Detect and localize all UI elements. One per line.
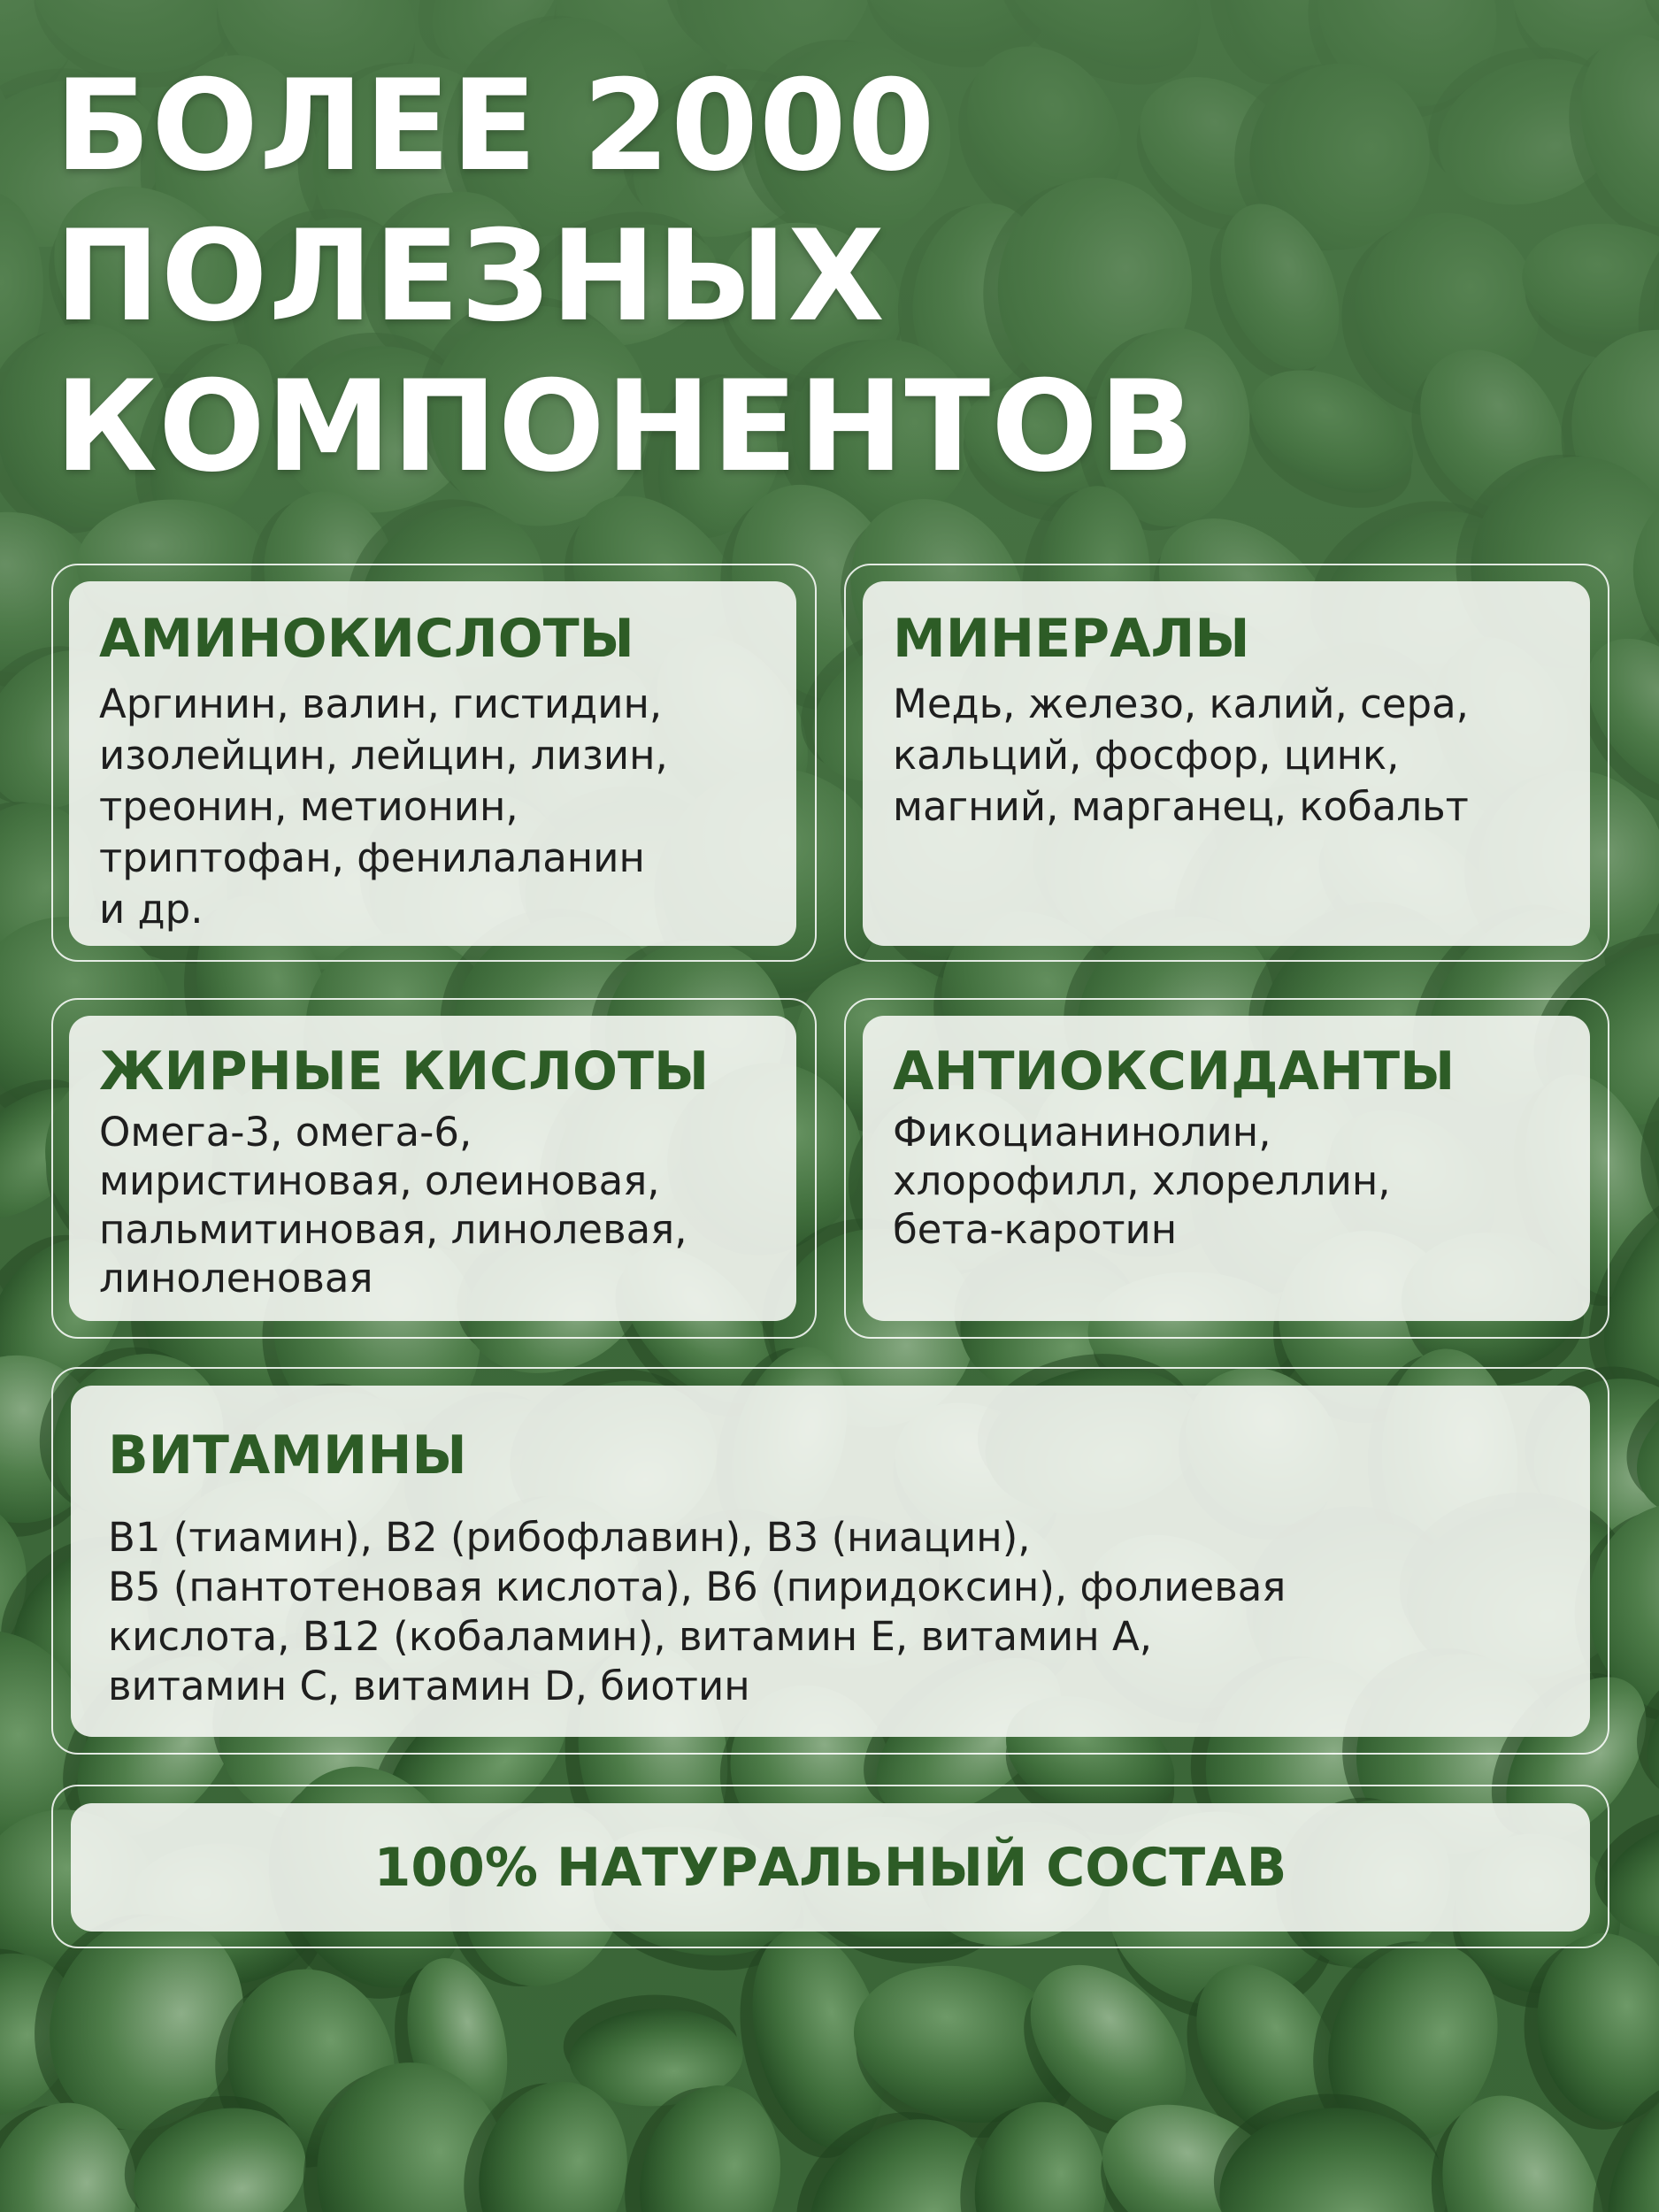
antioxidants-line-2: хлорофилл, хлореллин,: [893, 1157, 1391, 1204]
antioxidants-title: АНТИОКСИДАНТЫ: [893, 1041, 1455, 1102]
minerals-text: [893, 679, 1560, 833]
title-line-3: КОМПОНЕНТОВ: [55, 354, 1196, 500]
title-line-2: ПОЛЕЗНЫХ: [55, 204, 886, 349]
fatty-acids-line-4: линоленовая: [99, 1255, 373, 1302]
title-line-1: БОЛЕЕ 2000: [55, 53, 936, 199]
amino-acids-line-4: триптофан, фенилаланин: [99, 834, 645, 881]
vitamins-text: [108, 1513, 1553, 1711]
antioxidants-line-3: бета-каротин: [893, 1206, 1178, 1253]
vitamins-title: ВИТАМИНЫ: [108, 1425, 467, 1486]
minerals-line-3: магний, марганец, кобальт: [893, 783, 1469, 830]
amino-acids-line-3: треонин, метионин,: [99, 783, 518, 830]
antioxidants-card: [863, 1016, 1590, 1321]
antioxidants-text: [893, 1108, 1560, 1254]
fatty-acids-title: ЖИРНЫЕ КИСЛОТЫ: [99, 1041, 710, 1102]
amino-acids-card: [69, 581, 796, 946]
fatty-acids-line-1: Омега-3, омега-6,: [99, 1109, 472, 1156]
fatty-acids-line-2: миристиновая, олеиновая,: [99, 1157, 660, 1204]
natural-banner: [71, 1803, 1590, 1932]
vitamins-line-4: витамин С, витамин D, биотин: [108, 1663, 750, 1709]
vitamins-line-3: кислота, В12 (кобаламин), витамин Е, витамин А,: [108, 1613, 1153, 1660]
fatty-acids-text: [99, 1108, 766, 1302]
minerals-line-2: кальций, фосфор, цинк,: [893, 732, 1400, 779]
page-title: [55, 51, 1612, 503]
vitamins-line-2: В5 (пантотеновая кислота), В6 (пиридоксин), фолиевая: [108, 1563, 1286, 1610]
natural-banner-text: 100% НАТУРАЛЬНЫЙ СОСТАВ: [373, 1836, 1287, 1899]
fatty-acids-line-3: пальмитиновая, линолевая,: [99, 1206, 687, 1253]
vitamins-line-1: В1 (тиамин), В2 (рибофлавин), В3 (ниацин),: [108, 1514, 1031, 1561]
amino-acids-title: АМИНОКИСЛОТЫ: [99, 608, 634, 670]
amino-acids-text: [99, 679, 766, 935]
minerals-title: МИНЕРАЛЫ: [893, 608, 1250, 670]
minerals-line-1: Медь, железо, калий, сера,: [893, 680, 1469, 727]
amino-acids-line-5: и др.: [99, 886, 204, 933]
antioxidants-line-1: Фикоцианинолин,: [893, 1109, 1271, 1156]
amino-acids-line-2: изолейцин, лейцин, лизин,: [99, 732, 668, 779]
amino-acids-line-1: Аргинин, валин, гистидин,: [99, 680, 663, 727]
minerals-card: [863, 581, 1590, 946]
fatty-acids-card: [69, 1016, 796, 1321]
vitamins-card: [71, 1386, 1590, 1737]
